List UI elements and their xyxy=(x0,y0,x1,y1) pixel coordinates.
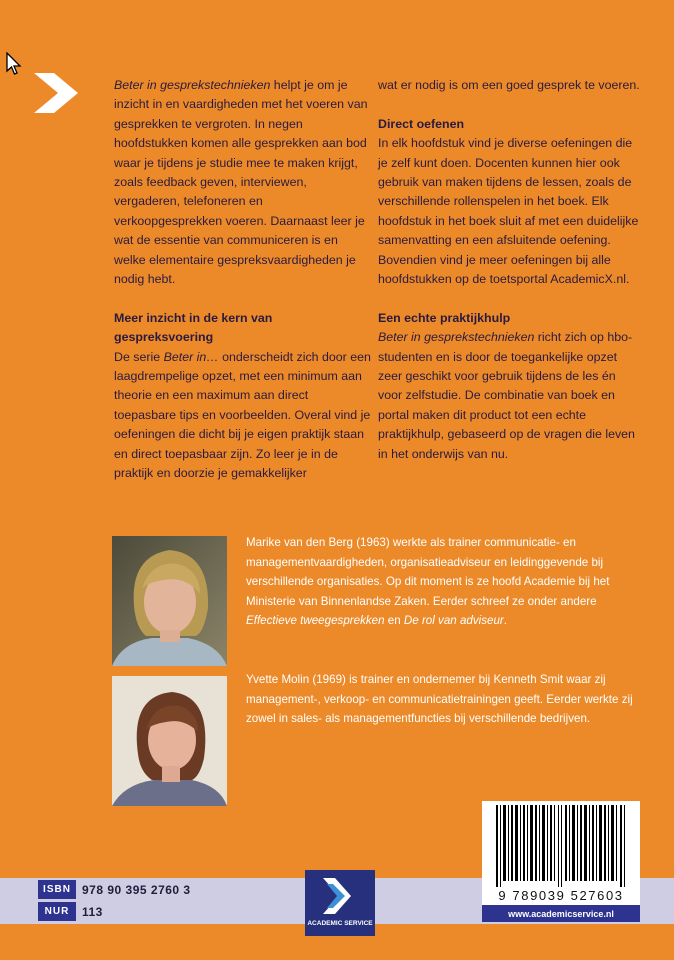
isbn-row xyxy=(38,880,191,899)
author-photo-marike xyxy=(112,536,227,666)
continuation-text: wat er nodig is om een goed gesprek te voeren. xyxy=(378,78,640,92)
nur-value: 113 xyxy=(82,904,103,919)
section-heading-kern: Meer inzicht in de kern van gespreksvoering xyxy=(114,310,273,345)
chevron-right-icon xyxy=(34,73,80,113)
barcode-digits: 9 789039 527603 xyxy=(498,888,624,903)
series-text: onderscheidt zich door een laagdrempelige opzet, met een minimum aan theorie en een maximum aan direct toepasbare tips en voorbeelden. Overal vind je oefeningen die dicht bij je eigen praktijk staan en direct toepasbaar zijn. Zo leer je in de praktijk en doorzie je gemakkelijker xyxy=(114,349,371,481)
cursor-icon xyxy=(6,52,22,76)
author-bio-marike xyxy=(246,533,641,631)
series-prefix: De serie xyxy=(114,349,164,364)
bio-1-book-1: Effectieve tweegesprekken xyxy=(246,614,385,627)
bio-1-and: en xyxy=(384,614,404,627)
nur-label: NUR xyxy=(38,902,76,921)
author-photo-yvette xyxy=(112,676,227,806)
isbn-label: ISBN xyxy=(38,880,76,899)
oefenen-paragraph: In elk hoofdstuk vind je diverse oefeningen die je zelf kunt doen. Docenten kunnen hier ook gebruik van maken tijdens de lessen, zoals de verschillende rollenspelen in het boek. Elk hoofdstuk in het boek sluit af met een duidelijke samenvatting en een afsluitende oefening. Bovendien vind je meer oefeningen bij alle hoofdstukken op de toetsportal AcademicX.nl. xyxy=(378,136,639,287)
right-column xyxy=(378,76,640,464)
section-heading-oefenen: Direct oefenen xyxy=(378,116,465,131)
bio-1-text: Marike van den Berg (1963) werkte als trainer communicatie- en managementvaardigheden, organisatieadviseur en leidinggevende bij verschillende organisaties. Op dit moment is ze hoofd Academie bij het Ministerie van Binnenlandse Zaken. Eerder schreef ze onder andere xyxy=(246,536,610,608)
isbn-value: 978 90 395 2760 3 xyxy=(82,882,191,897)
bio-1-end: . xyxy=(503,614,508,627)
left-column xyxy=(114,76,372,484)
intro-paragraph xyxy=(114,76,372,289)
logo-text: ACADEMIC SERVICE xyxy=(307,920,373,927)
academic-service-logo xyxy=(305,870,375,936)
author-bio-yvette xyxy=(246,670,641,729)
barcode xyxy=(482,801,640,905)
book-title-2: Beter in gesprekstechnieken xyxy=(378,330,535,345)
section-heading-praktijkhulp: Een echte praktijkhulp xyxy=(378,310,511,325)
series-title: Beter in… xyxy=(163,349,219,364)
intro-text: helpt je om je inzicht in en vaardigheden met het voeren van gesprekken te vergroten. In negen hoofdstukken komen alle gesprekken aan bod waar je tijdens je studie mee te maken krijgt, zoals feedback geven, interviewen, vergaderen, telefoneren en verkoopgesprekken voeren. Daarnaast leer je wat de essentie van communiceren is en welke elementaire gespreksvaardigheden je nodig hebt. xyxy=(114,78,368,287)
bio-1-book-2: De rol van adviseur xyxy=(403,614,504,627)
bio-2-text: Yvette Molin (1969) is trainer en ondernemer bij Kenneth Smit waar zij management-, verkoop- en communicatietrainingen geeft. Eerder werkte zij zowel in sales- als managementfuncties bij verschillende bedrijven. xyxy=(246,673,633,725)
website-link[interactable]: www.academicservice.nl xyxy=(482,905,640,922)
praktijk-text: richt zich op hbo-studenten en is door de toegankelijke opzet zeer geschikt voor gebruik tijdens de les én voor zelfstudie. De combinatie van boek en portal maken dit product tot een echte praktijkhulp, gebaseerd op de vragen die leven in het onderwijs van nu. xyxy=(378,330,635,461)
praktijk-paragraph xyxy=(378,328,640,464)
barcode-bars xyxy=(482,801,640,887)
nur-row xyxy=(38,902,103,921)
series-paragraph xyxy=(114,348,372,484)
book-title: Beter in gesprekstechnieken xyxy=(114,78,271,92)
